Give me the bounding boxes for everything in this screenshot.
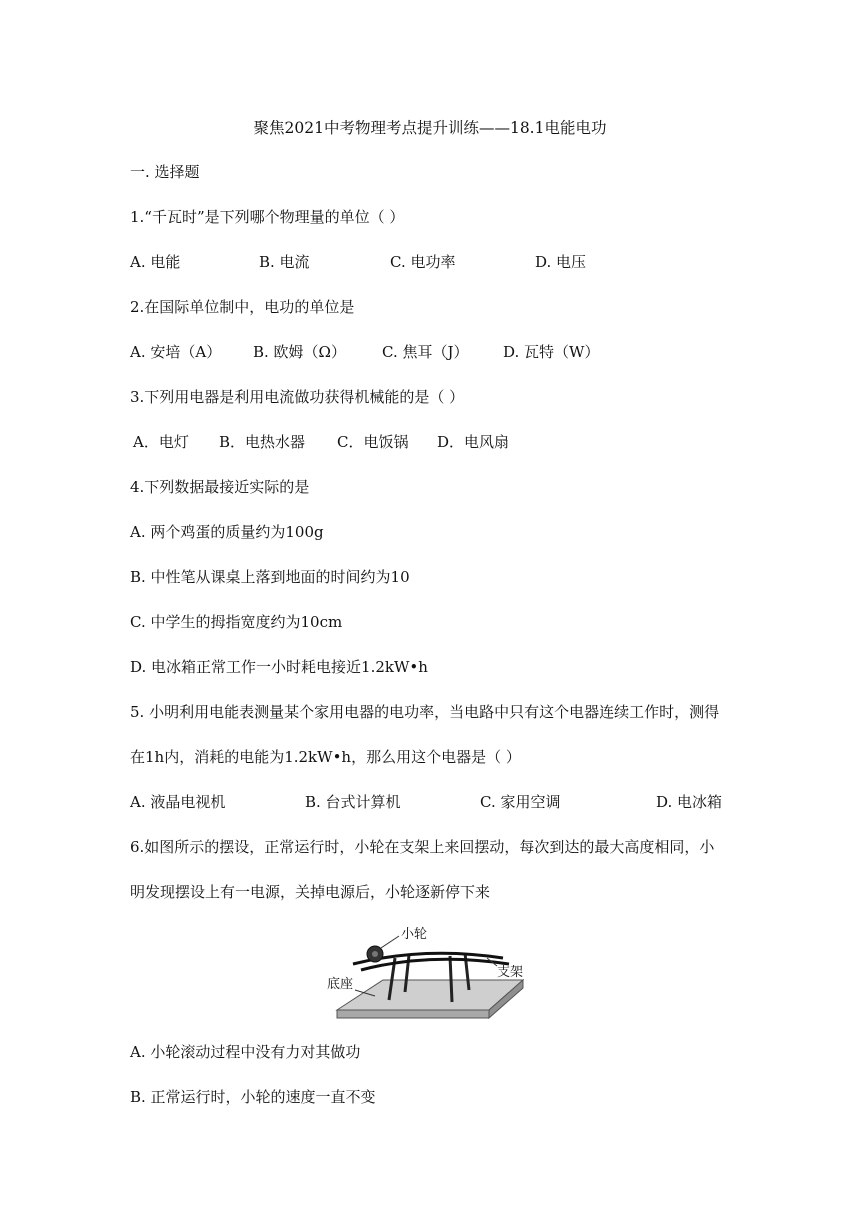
question-6-stem-line-1: 6.如图所示的摆设，正常运行时，小轮在支架上来回摆动，每次到达的最大高度相同，小 — [130, 838, 715, 856]
stand-leg — [450, 956, 452, 1002]
question-4-option-a: A. 两个鸡蛋的质量约为100g — [130, 523, 324, 541]
question-2-option-d: D. 瓦特（W） — [503, 343, 600, 361]
swinging-wheel-figure — [325, 922, 530, 1024]
question-5-option-d: D. 电冰箱 — [656, 793, 723, 811]
base-front-face — [337, 1010, 489, 1018]
base-label: 底座 — [327, 977, 354, 992]
question-3-option-d: D．电风扇 — [437, 433, 510, 451]
document-title: 聚焦2021中考物理考点提升训练——18.1电能电功 — [253, 119, 607, 137]
question-6-option-b: B. 正常运行时，小轮的速度一直不变 — [130, 1088, 376, 1106]
question-2-option-c: C. 焦耳（J） — [382, 343, 469, 361]
stand-label: 支架 — [497, 965, 524, 980]
question-4-option-c: C. 中学生的拇指宽度约为10cm — [130, 613, 343, 631]
question-1-option-a: A. 电能 — [130, 253, 181, 271]
question-5-stem-line-1: 5. 小明利用电能表测量某个家用电器的电功率，当电路中只有这个电器连续工作时，测得 — [130, 703, 720, 721]
question-2-option-b: B. 欧姆（Ω） — [253, 343, 346, 361]
question-4-option-b: B. 中性笔从课桌上落到地面的时间约为10 — [130, 568, 410, 586]
wheel-hub — [372, 951, 378, 957]
question-5-option-a: A. 液晶电视机 — [130, 793, 226, 811]
question-6-option-a: A. 小轮滚动过程中没有力对其做功 — [130, 1043, 361, 1061]
question-5-option-c: C. 家用空调 — [480, 793, 561, 811]
question-3-option-a: A．电灯 — [133, 433, 189, 451]
question-1-option-d: D. 电压 — [535, 253, 587, 271]
wheel-label: 小轮 — [401, 927, 428, 942]
question-4-stem: 4.下列数据最接近实际的是 — [130, 478, 310, 496]
question-1-stem: 1.“千瓦时”是下列哪个物理量的单位（ ） — [130, 208, 405, 226]
question-3-option-c: C．电饭锅 — [337, 433, 409, 451]
question-1-option-c: C. 电功率 — [390, 253, 456, 271]
question-2-stem: 2.在国际单位制中，电功的单位是 — [130, 298, 355, 316]
question-2-option-a: A. 安培（A） — [130, 343, 222, 361]
question-3-stem: 3.下列用电器是利用电流做功获得机械能的是（ ） — [130, 388, 465, 406]
stand-rail — [361, 959, 509, 970]
question-5-stem-line-2: 在1h内，消耗的电能为1.2kW•h，那么用这个电器是（ ） — [130, 748, 521, 766]
question-4-option-d: D. 电冰箱正常工作一小时耗电接近1.2kW•h — [130, 658, 428, 676]
question-3-option-b: B．电热水器 — [219, 433, 306, 451]
leader-line — [381, 936, 399, 948]
section-heading: 一. 选择题 — [130, 163, 200, 181]
question-1-option-b: B. 电流 — [259, 253, 310, 271]
question-5-option-b: B. 台式计算机 — [305, 793, 401, 811]
question-6-stem-line-2: 明发现摆设上有一电源，关掉电源后，小轮逐新停下来 — [130, 883, 491, 901]
